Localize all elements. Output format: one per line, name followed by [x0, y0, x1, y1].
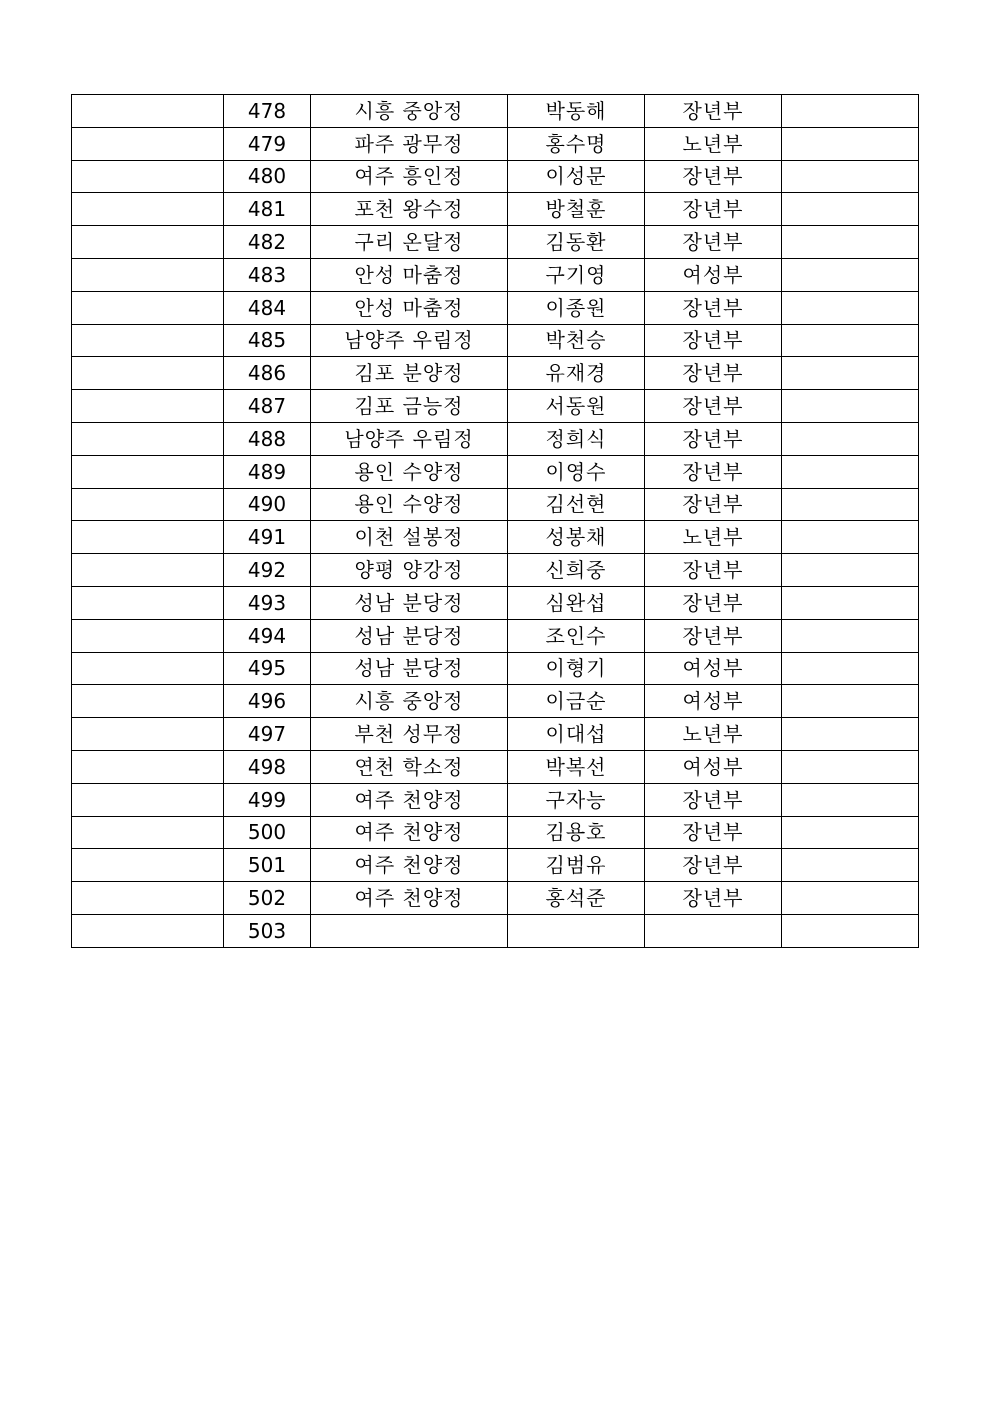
entry-number-cell: 499 — [224, 783, 311, 816]
entry-number-cell: 484 — [224, 291, 311, 324]
club-cell: 남양주 우림정 — [311, 324, 508, 357]
club-cell: 김포 금능정 — [311, 390, 508, 423]
club-cell: 양평 양강정 — [311, 554, 508, 587]
note-cell — [782, 95, 919, 128]
division-cell: 장년부 — [645, 783, 782, 816]
entry-number-cell: 480 — [224, 160, 311, 193]
club-cell: 시흥 중앙정 — [311, 95, 508, 128]
table-row — [72, 390, 919, 423]
blank-cell — [72, 127, 224, 160]
division-cell: 장년부 — [645, 226, 782, 259]
table-row — [72, 718, 919, 751]
archer-name-cell: 이영수 — [508, 455, 645, 488]
blank-cell — [72, 652, 224, 685]
archer-name-cell: 김용호 — [508, 816, 645, 849]
note-cell — [782, 783, 919, 816]
archer-name-cell: 이형기 — [508, 652, 645, 685]
entry-number-cell: 493 — [224, 586, 311, 619]
table-row — [72, 193, 919, 226]
division-cell: 장년부 — [645, 291, 782, 324]
table-row — [72, 554, 919, 587]
entry-number-cell: 482 — [224, 226, 311, 259]
entry-number-cell: 498 — [224, 750, 311, 783]
archer-name-cell: 성봉채 — [508, 521, 645, 554]
blank-cell — [72, 521, 224, 554]
table-row — [72, 324, 919, 357]
archer-name-cell: 신희중 — [508, 554, 645, 587]
note-cell — [782, 226, 919, 259]
note-cell — [782, 914, 919, 947]
note-cell — [782, 488, 919, 521]
table-row — [72, 226, 919, 259]
club-cell: 여주 천양정 — [311, 783, 508, 816]
archer-name-cell: 박동해 — [508, 95, 645, 128]
archer-name-cell — [508, 914, 645, 947]
archer-name-cell: 유재경 — [508, 357, 645, 390]
blank-cell — [72, 685, 224, 718]
note-cell — [782, 390, 919, 423]
note-cell — [782, 521, 919, 554]
blank-cell — [72, 193, 224, 226]
archer-name-cell: 박천승 — [508, 324, 645, 357]
division-cell: 노년부 — [645, 521, 782, 554]
table-row — [72, 816, 919, 849]
table-row — [72, 422, 919, 455]
club-cell: 파주 광무정 — [311, 127, 508, 160]
entry-number-cell: 496 — [224, 685, 311, 718]
club-cell: 구리 온달정 — [311, 226, 508, 259]
club-cell: 안성 마춤정 — [311, 258, 508, 291]
archer-name-cell: 서동원 — [508, 390, 645, 423]
club-cell: 성남 분당정 — [311, 619, 508, 652]
blank-cell — [72, 849, 224, 882]
table-row — [72, 783, 919, 816]
note-cell — [782, 586, 919, 619]
archer-name-cell: 구자능 — [508, 783, 645, 816]
division-cell: 장년부 — [645, 619, 782, 652]
blank-cell — [72, 422, 224, 455]
roster-table-body — [72, 95, 919, 948]
club-cell: 용인 수양정 — [311, 455, 508, 488]
note-cell — [782, 324, 919, 357]
note-cell — [782, 849, 919, 882]
division-cell: 장년부 — [645, 324, 782, 357]
blank-cell — [72, 455, 224, 488]
table-row — [72, 357, 919, 390]
club-cell: 여주 흥인정 — [311, 160, 508, 193]
entry-number-cell: 503 — [224, 914, 311, 947]
club-cell: 용인 수양정 — [311, 488, 508, 521]
blank-cell — [72, 390, 224, 423]
note-cell — [782, 291, 919, 324]
club-cell: 시흥 중앙정 — [311, 685, 508, 718]
blank-cell — [72, 750, 224, 783]
note-cell — [782, 882, 919, 915]
blank-cell — [72, 357, 224, 390]
entry-number-cell: 485 — [224, 324, 311, 357]
entry-number-cell: 489 — [224, 455, 311, 488]
archer-name-cell: 이금순 — [508, 685, 645, 718]
blank-cell — [72, 324, 224, 357]
entry-number-cell: 491 — [224, 521, 311, 554]
archer-name-cell: 김선현 — [508, 488, 645, 521]
archer-name-cell: 조인수 — [508, 619, 645, 652]
blank-cell — [72, 258, 224, 291]
club-cell: 여주 천양정 — [311, 816, 508, 849]
table-row — [72, 619, 919, 652]
note-cell — [782, 652, 919, 685]
archer-name-cell: 홍석준 — [508, 882, 645, 915]
entry-number-cell: 501 — [224, 849, 311, 882]
archer-name-cell: 구기영 — [508, 258, 645, 291]
division-cell: 장년부 — [645, 95, 782, 128]
division-cell: 여성부 — [645, 750, 782, 783]
division-cell: 장년부 — [645, 455, 782, 488]
table-row — [72, 127, 919, 160]
blank-cell — [72, 226, 224, 259]
note-cell — [782, 127, 919, 160]
note-cell — [782, 685, 919, 718]
table-row — [72, 455, 919, 488]
blank-cell — [72, 291, 224, 324]
note-cell — [782, 193, 919, 226]
entry-number-cell: 483 — [224, 258, 311, 291]
table-row — [72, 521, 919, 554]
archer-name-cell: 홍수명 — [508, 127, 645, 160]
archer-name-cell: 이종원 — [508, 291, 645, 324]
entry-number-cell: 502 — [224, 882, 311, 915]
archer-name-cell: 방철훈 — [508, 193, 645, 226]
table-row — [72, 488, 919, 521]
division-cell: 여성부 — [645, 652, 782, 685]
archer-name-cell: 정희식 — [508, 422, 645, 455]
entry-number-cell: 492 — [224, 554, 311, 587]
blank-cell — [72, 554, 224, 587]
club-cell: 남양주 우림정 — [311, 422, 508, 455]
entry-number-cell: 497 — [224, 718, 311, 751]
table-row — [72, 652, 919, 685]
blank-cell — [72, 783, 224, 816]
blank-cell — [72, 718, 224, 751]
blank-cell — [72, 816, 224, 849]
division-cell: 장년부 — [645, 193, 782, 226]
club-cell: 김포 분양정 — [311, 357, 508, 390]
note-cell — [782, 750, 919, 783]
note-cell — [782, 816, 919, 849]
division-cell: 노년부 — [645, 718, 782, 751]
table-row — [72, 914, 919, 947]
note-cell — [782, 554, 919, 587]
club-cell: 성남 분당정 — [311, 586, 508, 619]
entry-number-cell: 479 — [224, 127, 311, 160]
blank-cell — [72, 914, 224, 947]
club-cell: 부천 성무정 — [311, 718, 508, 751]
division-cell: 노년부 — [645, 127, 782, 160]
club-cell: 이천 설봉정 — [311, 521, 508, 554]
note-cell — [782, 357, 919, 390]
blank-cell — [72, 488, 224, 521]
table-row — [72, 586, 919, 619]
table-row — [72, 750, 919, 783]
entry-number-cell: 495 — [224, 652, 311, 685]
archer-name-cell: 김범유 — [508, 849, 645, 882]
table-row — [72, 882, 919, 915]
entry-number-cell: 500 — [224, 816, 311, 849]
table-row — [72, 685, 919, 718]
table-row — [72, 849, 919, 882]
blank-cell — [72, 586, 224, 619]
table-row — [72, 160, 919, 193]
division-cell: 장년부 — [645, 357, 782, 390]
table-row — [72, 95, 919, 128]
division-cell: 장년부 — [645, 488, 782, 521]
blank-cell — [72, 95, 224, 128]
note-cell — [782, 619, 919, 652]
division-cell: 장년부 — [645, 422, 782, 455]
club-cell — [311, 914, 508, 947]
table-row — [72, 291, 919, 324]
note-cell — [782, 718, 919, 751]
division-cell — [645, 914, 782, 947]
note-cell — [782, 160, 919, 193]
note-cell — [782, 258, 919, 291]
entry-number-cell: 478 — [224, 95, 311, 128]
division-cell: 장년부 — [645, 554, 782, 587]
division-cell: 장년부 — [645, 849, 782, 882]
entry-number-cell: 487 — [224, 390, 311, 423]
division-cell: 장년부 — [645, 586, 782, 619]
archer-name-cell: 심완섭 — [508, 586, 645, 619]
club-cell: 성남 분당정 — [311, 652, 508, 685]
blank-cell — [72, 160, 224, 193]
division-cell: 장년부 — [645, 390, 782, 423]
entry-number-cell: 481 — [224, 193, 311, 226]
entry-number-cell: 494 — [224, 619, 311, 652]
table-row — [72, 258, 919, 291]
entry-number-cell: 486 — [224, 357, 311, 390]
archer-name-cell: 이대섭 — [508, 718, 645, 751]
archer-name-cell: 이성문 — [508, 160, 645, 193]
division-cell: 장년부 — [645, 816, 782, 849]
division-cell: 여성부 — [645, 258, 782, 291]
archer-name-cell: 박복선 — [508, 750, 645, 783]
roster-table — [71, 94, 919, 948]
club-cell: 안성 마춤정 — [311, 291, 508, 324]
entry-number-cell: 488 — [224, 422, 311, 455]
division-cell: 장년부 — [645, 160, 782, 193]
note-cell — [782, 455, 919, 488]
division-cell: 여성부 — [645, 685, 782, 718]
division-cell: 장년부 — [645, 882, 782, 915]
entry-number-cell: 490 — [224, 488, 311, 521]
note-cell — [782, 422, 919, 455]
blank-cell — [72, 882, 224, 915]
club-cell: 여주 천양정 — [311, 849, 508, 882]
club-cell: 여주 천양정 — [311, 882, 508, 915]
roster-sheet — [71, 94, 913, 948]
archer-name-cell: 김동환 — [508, 226, 645, 259]
club-cell: 포천 왕수정 — [311, 193, 508, 226]
blank-cell — [72, 619, 224, 652]
club-cell: 연천 학소정 — [311, 750, 508, 783]
